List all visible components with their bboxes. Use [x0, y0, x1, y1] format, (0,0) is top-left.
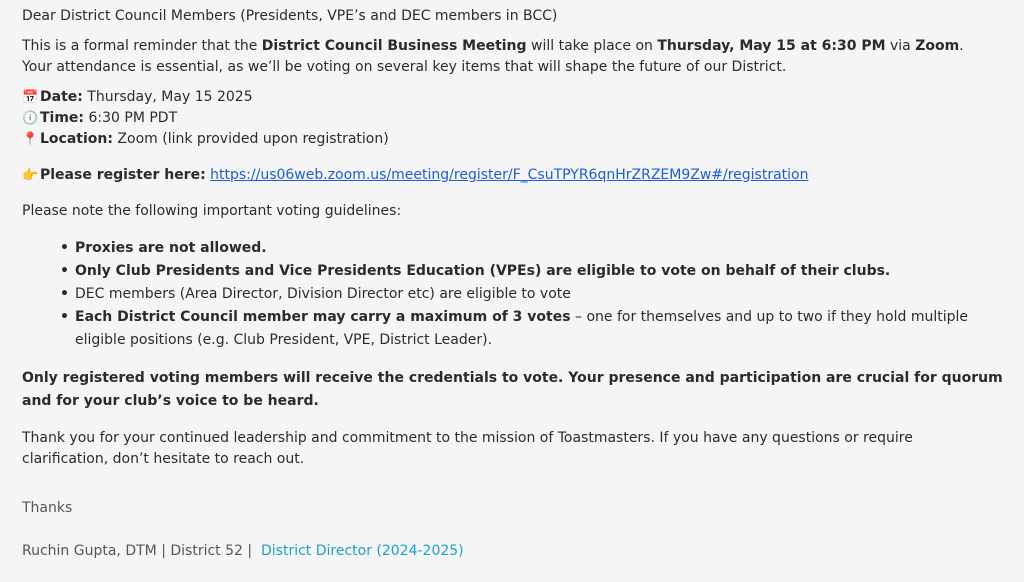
intro-text-3: via	[885, 38, 916, 54]
guideline-text: – one for themselves and up to two if they hold multiple	[570, 309, 968, 325]
register-label: Please register here:	[40, 167, 206, 183]
intro-meeting-platform: Zoom	[915, 38, 960, 54]
clock-icon: 🕕	[22, 111, 39, 126]
closing-line-2: and for your club’s voice to be heard.	[22, 393, 319, 409]
intro-text-5: Your attendance is essential, as we’ll be voting on several key items that will shape the future of our District.	[22, 59, 787, 75]
intro-text-2: will take place on	[526, 38, 658, 54]
thank-you-line-1: Thank you for your continued leadership and commitment to the mission of Toastmasters. If you have any questions or require	[22, 430, 913, 446]
guideline-text: eligible positions (e.g. Club President, VPE, District Leader).	[75, 332, 493, 348]
closing-emphasis	[22, 367, 1024, 413]
intro-meeting-datetime: Thursday, May 15 at 6:30 PM	[657, 38, 886, 54]
guideline-item	[60, 283, 1024, 306]
detail-date-row	[22, 87, 1024, 108]
time-label: Time:	[40, 110, 85, 126]
registration-link[interactable]: https://us06web.zoom.us/meeting/register/F_CsuTPYR6qnHrZRZEM9Zw#/registration	[210, 167, 809, 183]
detail-time-row	[22, 108, 1024, 129]
calendar-icon: 📅	[22, 90, 39, 105]
guideline-text: DEC members (Area Director, Division Director etc) are eligible to vote	[75, 286, 571, 302]
intro-text-1: This is a formal reminder that the	[22, 38, 262, 54]
thank-you-paragraph	[22, 428, 1024, 470]
guideline-text: Proxies are not allowed.	[75, 240, 267, 256]
sign-off: Thanks	[22, 500, 73, 516]
location-value: Zoom (link provided upon registration)	[112, 131, 389, 147]
signature	[22, 541, 1024, 562]
bullet: •	[60, 263, 69, 279]
guidelines-intro: Please note the following important voting guidelines:	[22, 203, 402, 219]
intro-paragraph	[22, 36, 1024, 78]
guideline-item	[60, 306, 1024, 352]
location-label: Location:	[40, 131, 113, 147]
closing-line-1: Only registered voting members will receive the credentials to vote. Your presence and participation are crucial for quorum	[22, 370, 1003, 386]
pointing-hand-icon: 👉	[22, 168, 39, 183]
intro-text-4: .	[959, 38, 964, 54]
bullet: •	[60, 309, 69, 325]
signature-role: District Director (2024-2025)	[260, 543, 464, 559]
voting-guidelines-list	[22, 237, 1024, 352]
intro-meeting-name: District Council Business Meeting	[261, 38, 527, 54]
guideline-text-bold: Each District Council member may carry a maximum of 3 votes	[75, 309, 571, 325]
guideline-item	[60, 260, 1024, 283]
thank-you-line-2: clarification, don’t hesitate to reach out.	[22, 451, 305, 467]
time-value: 6:30 PM PDT	[84, 110, 178, 126]
signature-name: Ruchin Gupta, DTM | District 52 |	[22, 543, 261, 559]
guideline-text: Only Club Presidents and Vice Presidents Education (VPEs) are eligible to vote on behalf of their clubs.	[75, 263, 891, 279]
bullet: •	[60, 240, 69, 256]
register-line	[22, 165, 1024, 186]
date-value: Thursday, May 15 2025	[82, 89, 253, 105]
guideline-item	[60, 237, 1024, 260]
pin-icon: 📍	[22, 132, 39, 147]
detail-location-row	[22, 129, 1024, 150]
bullet: •	[60, 286, 69, 302]
date-label: Date:	[40, 89, 83, 105]
greeting: Dear District Council Members (Presidents, VPE’s and DEC members in BCC)	[22, 8, 558, 24]
meeting-details	[22, 87, 1024, 150]
